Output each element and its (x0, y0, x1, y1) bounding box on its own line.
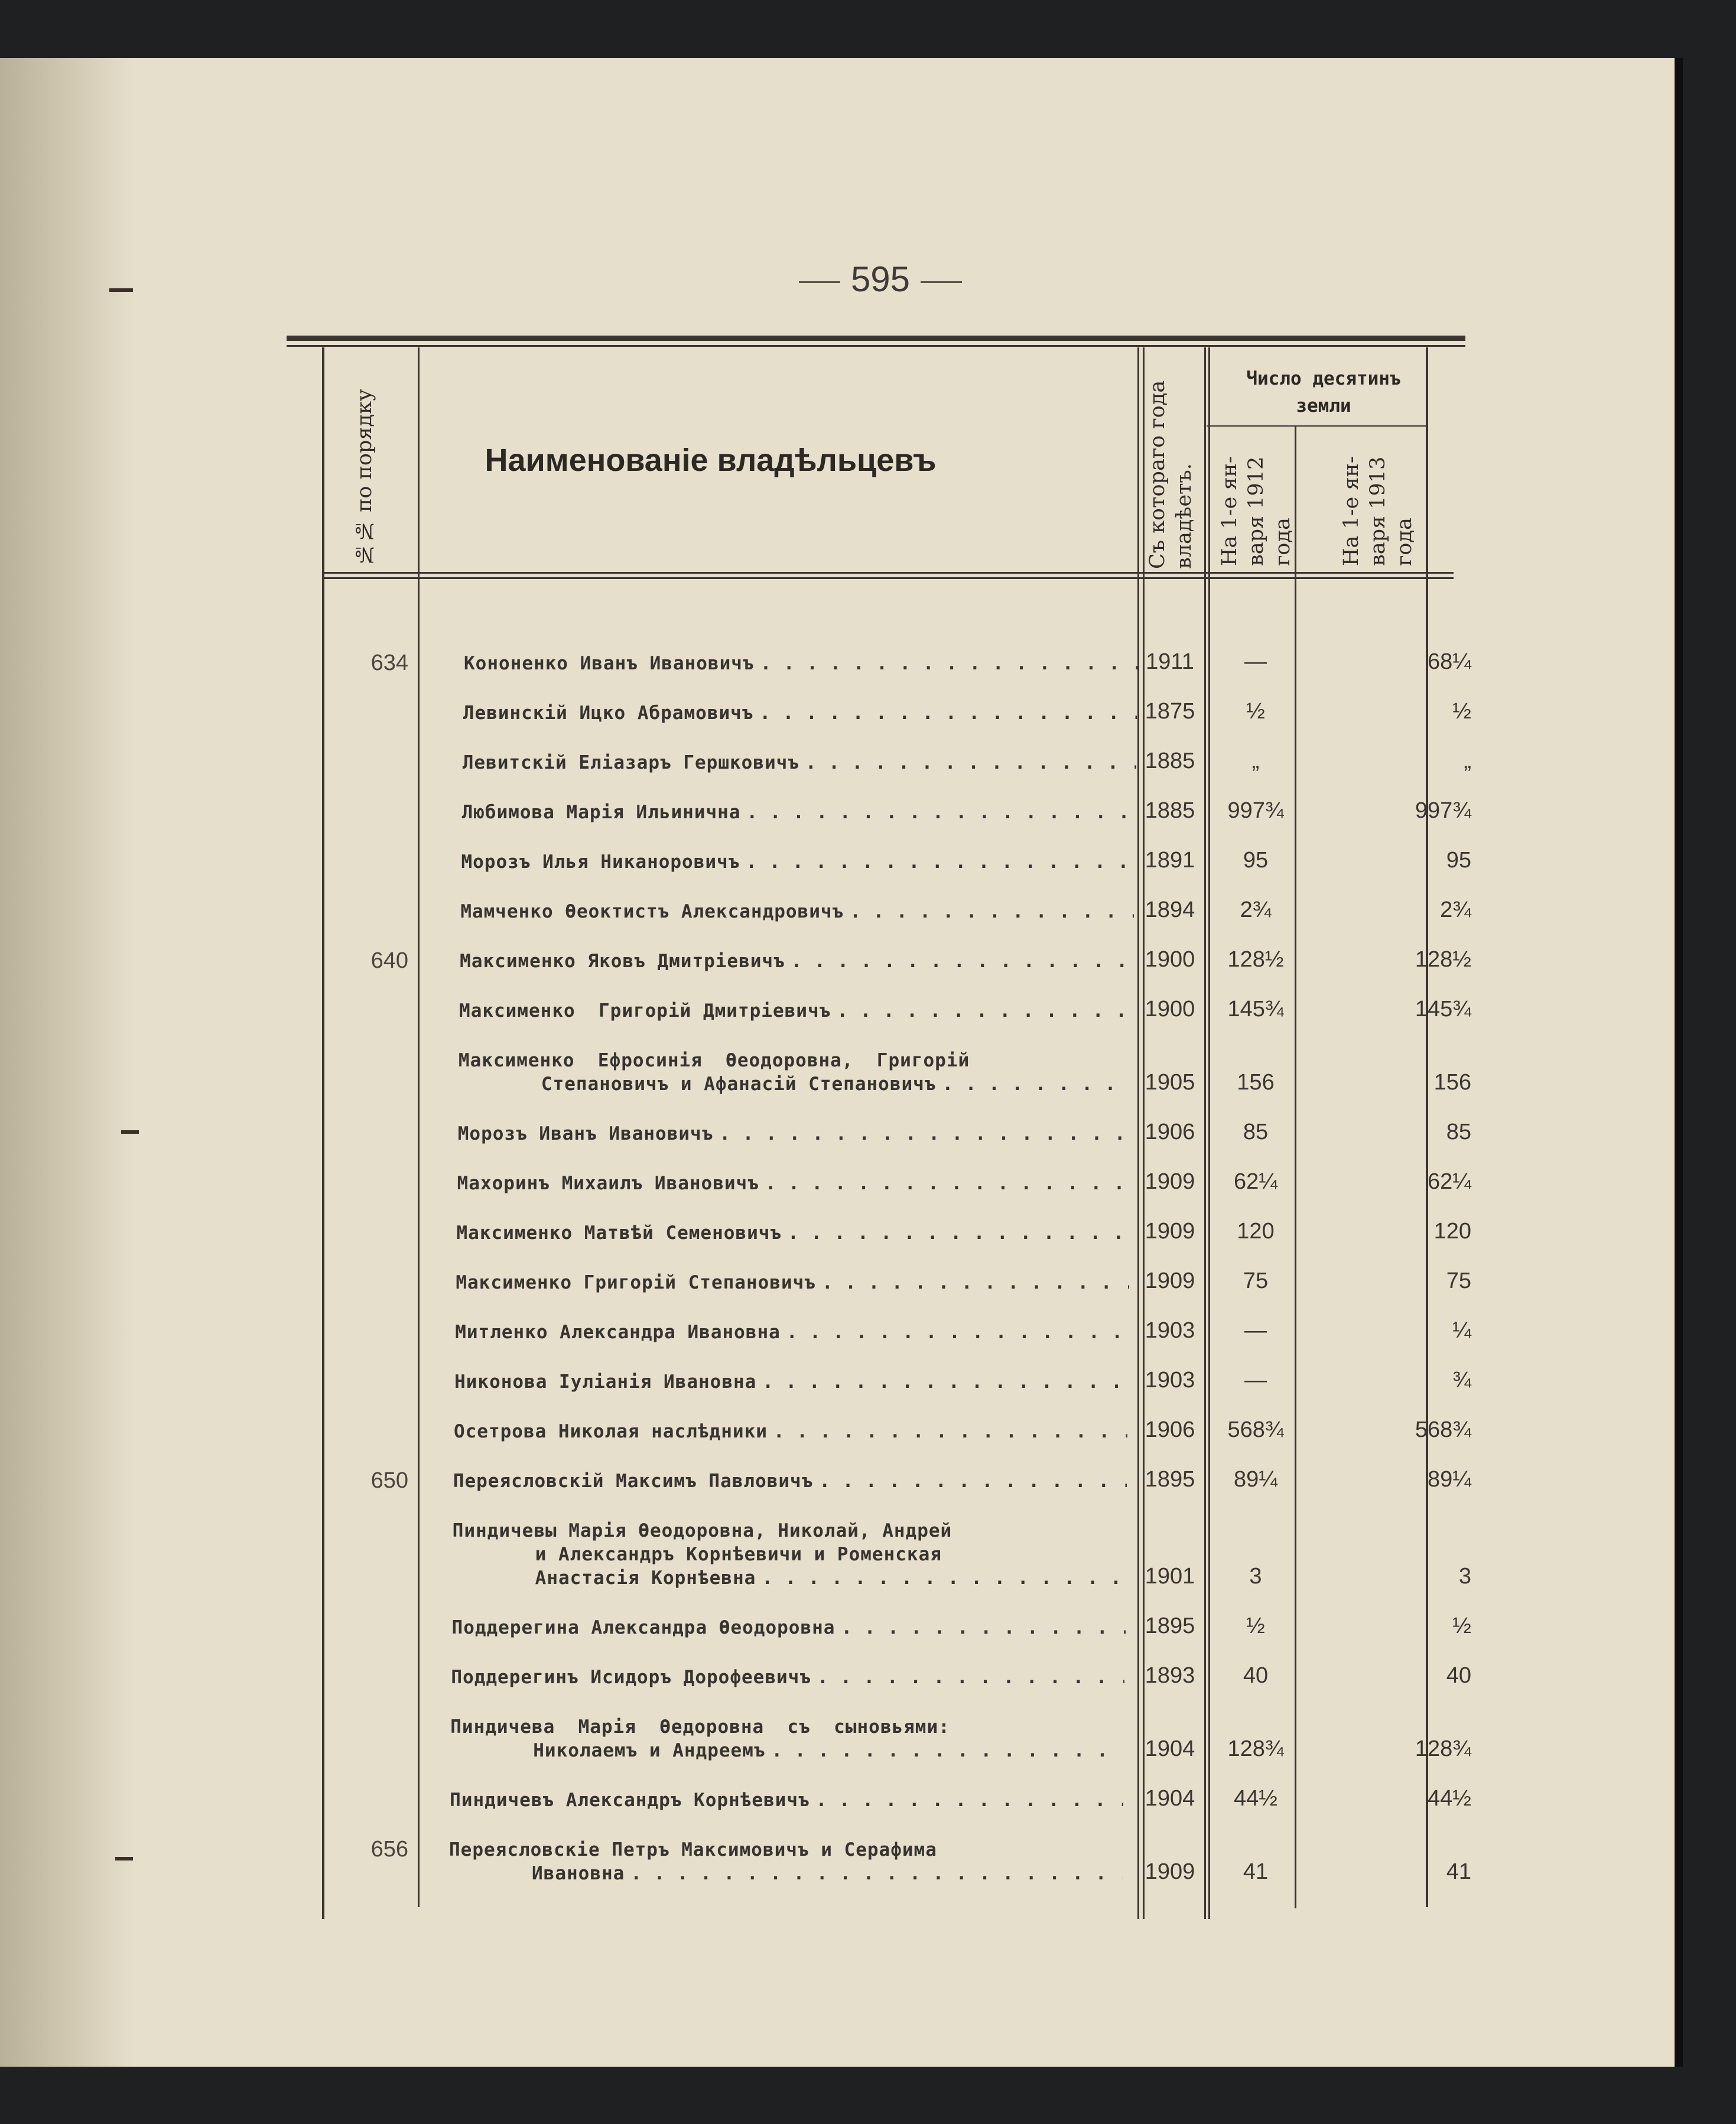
land-1913: 75 (1446, 1268, 1471, 1293)
owner-name-line: Морозъ Илья Никаноровичъ . . . (461, 850, 1134, 874)
land-1913: 997¾ (1415, 798, 1471, 823)
owner-name (463, 751, 1136, 775)
owner-name (459, 1049, 1132, 1096)
header-no-label: №№ по порядку (353, 389, 376, 566)
ownership-year: 1901 (1145, 1564, 1195, 1589)
owner-name-line: Пиндичевъ Александръ Корнѣевичъ . . . (450, 1788, 1123, 1812)
land-1912: 145¾ (1227, 997, 1284, 1022)
margin-mark (121, 1130, 139, 1134)
ownership-year: 1885 (1145, 798, 1195, 823)
owner-name-line: Никонова Іуліанія Ивановна . . . (454, 1370, 1128, 1394)
margin-mark (109, 288, 133, 292)
owner-name-line: Переясловскій Максимъ Павловичъ . . . (453, 1469, 1127, 1493)
owner-name (463, 701, 1137, 725)
land-1912: 75 (1243, 1268, 1269, 1293)
owner-name (455, 1320, 1129, 1344)
ownership-year: 1895 (1145, 1614, 1195, 1638)
leader-dots (746, 850, 1134, 874)
land-1913: 89¼ (1428, 1467, 1471, 1492)
land-subheader-rule (1207, 425, 1428, 427)
land-1913: 128¾ (1415, 1736, 1471, 1761)
leader-dots (819, 1469, 1126, 1493)
leader-dots (759, 701, 1136, 725)
land-1912: 997¾ (1227, 798, 1284, 823)
header-1913-label: На 1-е ян- варя 1913 года (1340, 456, 1416, 566)
table-top-rule (287, 336, 1465, 341)
owner-name (462, 801, 1136, 824)
ownership-year: 1893 (1145, 1663, 1195, 1688)
owner-name (458, 1122, 1132, 1146)
leader-dots (786, 1320, 1129, 1344)
book-page (0, 58, 1678, 2067)
owner-name (460, 949, 1133, 973)
leader-dots (942, 1072, 1132, 1096)
row-number: 640 (370, 948, 408, 973)
owner-name (453, 1519, 1126, 1590)
ownership-year: 1900 (1145, 997, 1195, 1022)
leader-dots (762, 1566, 1126, 1590)
owner-name-line: Максименко Григорій Дмитріевичъ . . . (459, 999, 1133, 1023)
land-1913: 40 (1446, 1663, 1471, 1688)
owner-name (450, 1715, 1124, 1762)
owner-name-line: Левинскій Ицко Абрамовичъ . . . (463, 701, 1137, 725)
land-1912: 2¾ (1240, 897, 1272, 922)
land-1912: 128½ (1227, 947, 1284, 972)
ownership-year: 1895 (1145, 1467, 1195, 1492)
owner-name-line: Николаемъ и Андреемъ . . . (450, 1739, 1124, 1762)
owner-name (457, 1172, 1131, 1195)
land-1913: ¾ (1452, 1368, 1471, 1393)
ownership-year: 1904 (1145, 1786, 1195, 1811)
ownership-year: 1900 (1145, 947, 1195, 972)
owner-name-line: Анастасія Корнѣевна . . . (453, 1566, 1126, 1590)
leader-dots (822, 1271, 1129, 1294)
header-1912-label: На 1-е ян- варя 1912 года (1218, 456, 1295, 566)
leader-dots (837, 999, 1133, 1023)
owner-name-line: Кононенко Иванъ Ивановичъ . . . (464, 652, 1137, 675)
leader-dots (762, 1370, 1128, 1394)
owner-name (450, 1788, 1123, 1812)
owner-name-line: Пиндичева Марія Ѳедоровна съ сыновьями: (450, 1716, 950, 1738)
owner-name-line: Махоринъ Михаилъ Ивановичъ . . . (457, 1172, 1131, 1195)
owner-name-line: Митленко Александра Ивановна . . . (455, 1320, 1129, 1344)
land-1913: 145¾ (1415, 997, 1471, 1022)
page-number (786, 259, 975, 300)
owner-name-line: Максименко Ефросинія Ѳеодоровна, Григорій (458, 1050, 970, 1071)
leader-dots (765, 1172, 1131, 1195)
ownership-year: 1875 (1145, 699, 1195, 724)
col-rule-year (1204, 347, 1206, 1919)
owner-name (454, 1420, 1127, 1443)
col-rule-left (322, 347, 324, 1919)
leader-dots (791, 949, 1133, 973)
ownership-year: 1906 (1145, 1120, 1195, 1144)
ownership-year: 1911 (1146, 649, 1194, 674)
leader-dots (805, 751, 1136, 775)
land-1913: ¼ (1452, 1318, 1471, 1343)
land-1913: ½ (1452, 1614, 1471, 1638)
land-1912: ½ (1246, 1614, 1265, 1638)
land-1912: — (1244, 1368, 1267, 1393)
land-1913: 568¾ (1415, 1417, 1471, 1442)
owner-name-line: Поддерегинъ Исидоръ Дорофеевичъ . . . (451, 1666, 1124, 1689)
owner-name-line: Поддерегина Александра Ѳеодоровна . . . (452, 1616, 1126, 1640)
ownership-year: 1909 (1145, 1169, 1195, 1194)
header-year-label: Съ котораго года владѣетъ. (1146, 380, 1196, 569)
land-1912: 128¾ (1227, 1736, 1284, 1761)
ownership-year: 1891 (1145, 848, 1195, 873)
owner-name (452, 1616, 1126, 1640)
row-number: 650 (370, 1468, 408, 1493)
leader-dots (817, 1666, 1124, 1689)
land-1912: 120 (1237, 1219, 1275, 1244)
page-edge (1675, 58, 1683, 2067)
owner-name-line: Мамченко Ѳеоктистъ Александровичъ . . . (460, 900, 1134, 923)
ownership-year: 1909 (1145, 1268, 1195, 1293)
land-1912: „ (1251, 749, 1260, 773)
owner-name-line: Пиндичевы Марія Ѳеодоровна, Николай, Андрей (452, 1520, 952, 1541)
land-1912: 44½ (1234, 1786, 1277, 1811)
page-number-value: 595 (850, 259, 911, 299)
owner-name-line: Осетрова Николая наслѣдники . . . (454, 1420, 1127, 1443)
owner-name (457, 1221, 1130, 1245)
land-1912: 568¾ (1227, 1417, 1284, 1442)
row-number: 656 (370, 1837, 408, 1862)
owner-name-line: Любимова Марія Ильинична . . . (462, 801, 1136, 824)
owner-name-line: Максименко Григорій Степановичъ . . . (456, 1271, 1129, 1294)
owner-name-line: Максименко Яковъ Дмитріевичъ . . . (460, 949, 1133, 973)
leader-dots (760, 652, 1137, 675)
col-rule-no (418, 347, 420, 1907)
header-land-label: Число десятинъ земли (1246, 368, 1401, 417)
ownership-year: 1903 (1145, 1368, 1195, 1393)
margin-mark (115, 1857, 133, 1860)
leader-dots (719, 1122, 1131, 1146)
land-1913: „ (1464, 749, 1471, 773)
land-1913: 156 (1433, 1070, 1471, 1095)
owner-name (461, 850, 1134, 874)
owner-name-line: Степановичъ и Афанасій Степановичъ . . . (459, 1072, 1132, 1096)
owner-name (459, 999, 1133, 1023)
land-1913: 44½ (1428, 1786, 1471, 1811)
owner-name-line: Максименко Матвѣй Семеновичъ . . . (457, 1221, 1130, 1245)
owner-name-line: Ивановна . . . (449, 1862, 1123, 1885)
land-1912: 41 (1243, 1859, 1269, 1884)
land-1913: 85 (1446, 1120, 1471, 1144)
land-1913: 3 (1458, 1564, 1471, 1589)
land-1912: 3 (1249, 1564, 1262, 1589)
ownership-year: 1909 (1145, 1859, 1195, 1884)
page-gutter-shadow (0, 58, 136, 2067)
land-1913: 41 (1446, 1859, 1471, 1884)
land-1913: 68¼ (1428, 649, 1471, 674)
owners-table (287, 336, 1471, 1907)
ownership-year: 1885 (1145, 749, 1195, 773)
land-1913: 128½ (1415, 947, 1471, 972)
leader-dots (747, 801, 1136, 824)
land-1913: 62¼ (1428, 1169, 1471, 1194)
owner-name-line: Переясловскіе Петръ Максимовичъ и Серафима (449, 1839, 937, 1860)
ownership-year: 1904 (1145, 1736, 1195, 1761)
leader-dots (630, 1862, 1123, 1885)
land-1912: — (1244, 1318, 1267, 1343)
leader-dots (816, 1788, 1123, 1812)
table-top-rule-thin (287, 345, 1465, 347)
owner-name (453, 1469, 1127, 1493)
ownership-year: 1894 (1145, 897, 1195, 922)
owner-name (451, 1666, 1124, 1689)
row-number: 634 (370, 650, 408, 675)
leader-dots (788, 1221, 1130, 1245)
land-1912: — (1244, 649, 1267, 674)
land-1912: 85 (1243, 1120, 1269, 1144)
header-rule (322, 577, 1454, 579)
land-1912: 40 (1243, 1663, 1269, 1688)
land-1913: 95 (1446, 848, 1471, 873)
land-1912: 95 (1243, 848, 1269, 873)
header-names-label: Наименованіе владѣльцевъ (485, 443, 937, 478)
land-1913: 2¾ (1440, 897, 1471, 922)
leader-dots (772, 1739, 1124, 1762)
ownership-year: 1905 (1145, 1070, 1195, 1095)
leader-dots (773, 1420, 1127, 1443)
owner-name (456, 1271, 1129, 1294)
owner-name (464, 652, 1137, 675)
owner-name-line: и Александръ Корнѣевичи и Роменская (535, 1544, 942, 1565)
land-1912: 62¼ (1234, 1169, 1277, 1194)
ownership-year: 1906 (1145, 1417, 1195, 1442)
owner-name-line: Морозъ Иванъ Ивановичъ . . . (458, 1122, 1132, 1146)
owner-name (454, 1370, 1128, 1394)
leader-dots (850, 900, 1134, 923)
owner-name-line: Левитскій Еліазаръ Гершковичъ . . . (463, 751, 1136, 775)
land-1913: 120 (1433, 1219, 1471, 1244)
land-1912: 89¼ (1234, 1467, 1277, 1492)
ownership-year: 1903 (1145, 1318, 1195, 1343)
ownership-year: 1909 (1145, 1219, 1195, 1244)
land-1912: ½ (1246, 699, 1265, 724)
header-rule (322, 572, 1454, 574)
land-1913: ½ (1452, 699, 1471, 724)
owner-name (449, 1838, 1123, 1885)
land-1912: 156 (1237, 1070, 1275, 1095)
leader-dots (841, 1616, 1125, 1640)
owner-name (460, 900, 1134, 923)
